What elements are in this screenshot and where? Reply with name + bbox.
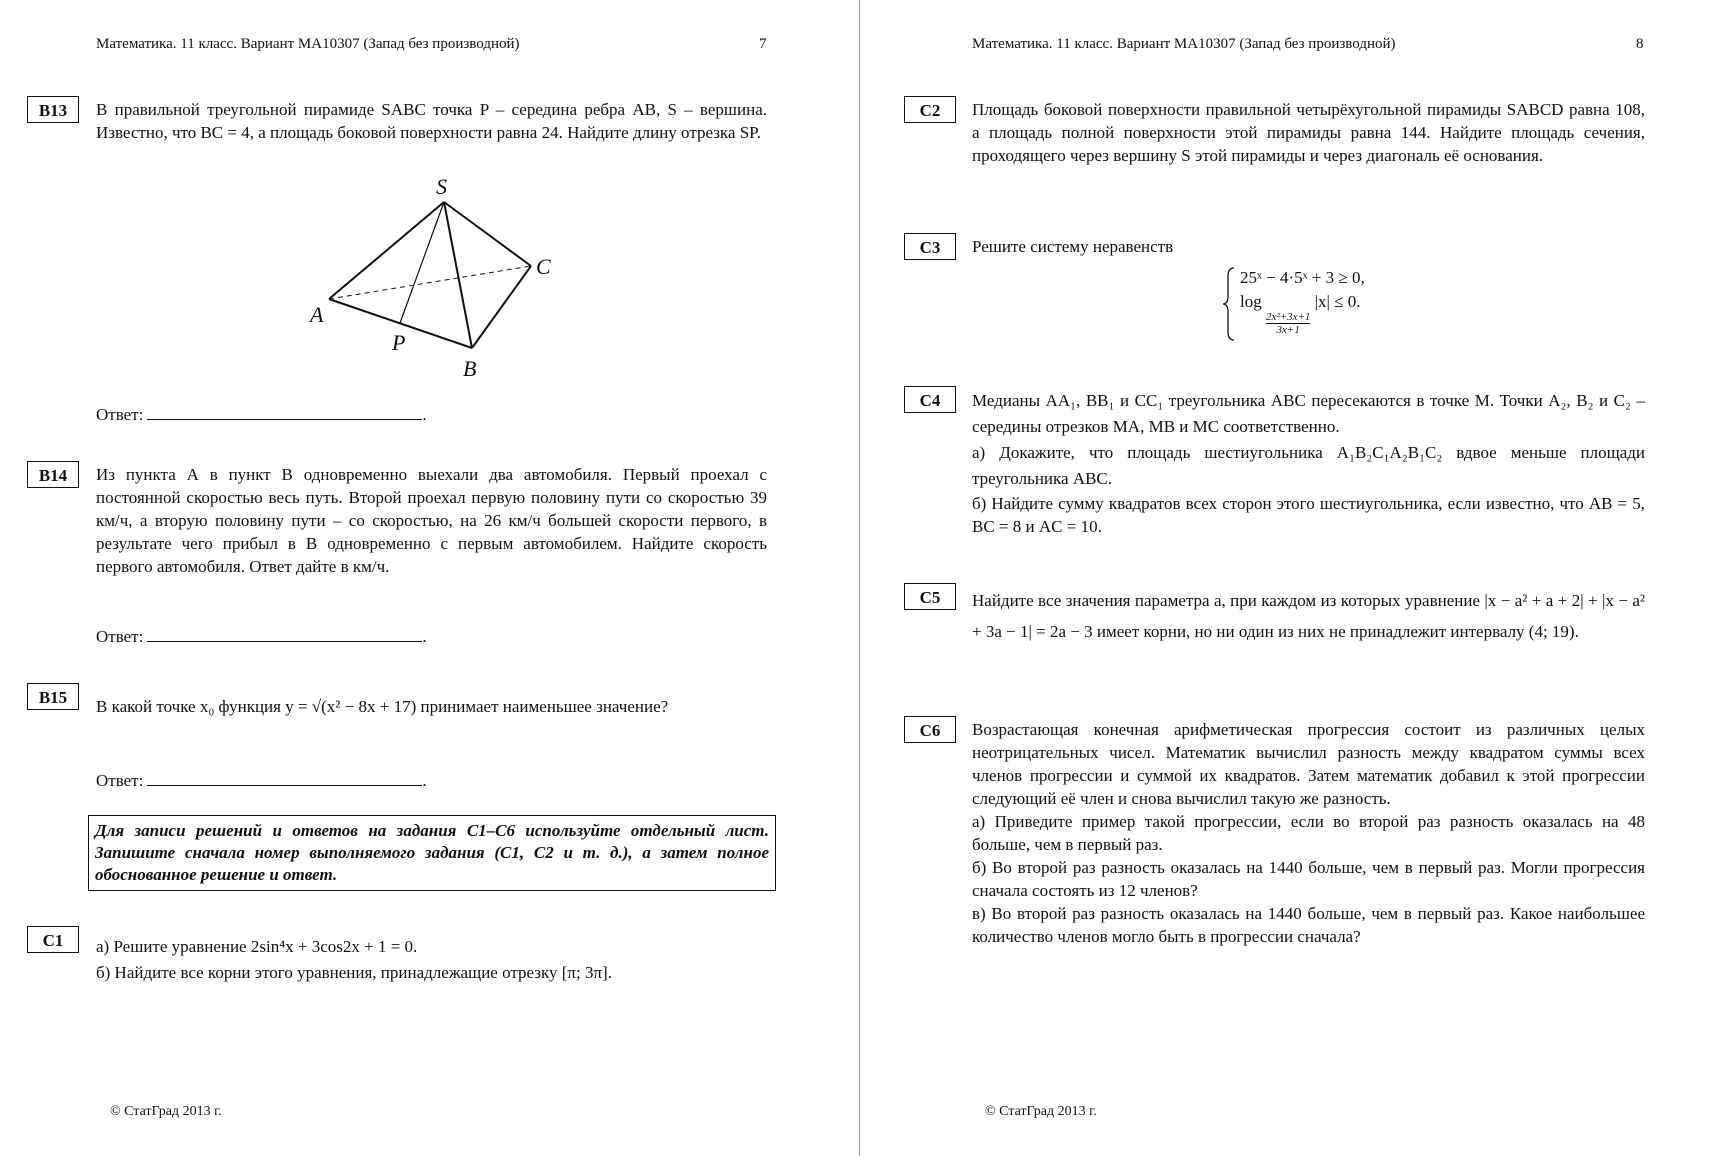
c6-statement: Возрастающая конечная арифметическая прогрессия состоит из различных целых неотрицательных чисел. Математик вычислил разность между квадратом суммы всех членов прогрессии и суммой их квадратов. Затем математик добавил к этой прогрессии следующий её член и снова вычислил такую же разность. xyxy=(972,720,1645,808)
task-text-c4 xyxy=(972,388,1645,538)
page-header-right: Математика. 11 класс. Вариант МА10307 (Запад без производной) xyxy=(972,36,1396,52)
answer-dot: . xyxy=(422,405,427,424)
answer-line[interactable] xyxy=(147,626,422,642)
c6-part-b: б) Во второй раз разность оказалась на 1440 больше, чем в первый раз. Могли прогрессия сначала состоять из 12 членов? xyxy=(972,858,1645,900)
task-text-b15: В какой точке x₀ функция y = √(x² − 8x + 17) принимает наименьшее значение? xyxy=(96,697,669,716)
answer-label: Ответ: xyxy=(96,405,144,424)
answer-dot: . xyxy=(422,771,427,790)
c6-part-c: в) Во второй раз разность оказалась на 1440 больше, чем в первый раз. Какое наибольшее количество членов могло быть в прогрессии сначала? xyxy=(972,904,1645,946)
c1-part-a: а) Решите уравнение 2sin⁴x + 3cos2x + 1 = 0. xyxy=(96,937,418,956)
edge-sb xyxy=(444,202,472,348)
footer-right: © СтатГрад 2013 г. xyxy=(985,1104,1097,1119)
edge-bc xyxy=(472,266,531,348)
c4-part-a: а) Докажите, что площадь шестиугольника A₁B₂C₁A₂B₁C₂ вдвое меньше площади треугольника ABC. xyxy=(972,443,1645,488)
edge-sc xyxy=(444,202,531,266)
system-brace xyxy=(1222,266,1236,342)
page-header-left: Математика. 11 класс. Вариант МА10307 (Запад без производной) xyxy=(96,36,520,52)
answer-field-b15[interactable] xyxy=(96,770,427,791)
task-label-c2: C2 xyxy=(904,96,956,123)
answer-dot: . xyxy=(422,627,427,646)
c3-inequality-2 xyxy=(1240,292,1361,336)
vertex-s-label: S xyxy=(436,174,447,199)
c4-part-b: б) Найдите сумму квадратов всех сторон этого шестиугольника, если известно, что AB = 5, BC = 8 и AC = 10. xyxy=(972,494,1645,536)
task-text-c1 xyxy=(96,934,767,986)
task-label-c3: C3 xyxy=(904,233,956,260)
vertex-c-label: C xyxy=(536,254,551,279)
log-base-fraction xyxy=(1266,311,1310,336)
point-p-label: P xyxy=(392,330,406,355)
edge-ac-hidden xyxy=(329,266,531,299)
task-text-b13: В правильной треугольной пирамиде SABC точка P – середина ребра AB, S – вершина. Известно, что BC = 4, а площадь боковой поверхности равна 24. Найдите длину отрезка SP. xyxy=(96,100,767,142)
page-number-left: 7 xyxy=(759,36,767,52)
page-divider xyxy=(859,0,860,1156)
answer-line[interactable] xyxy=(147,404,422,420)
c1-part-b: б) Найдите все корни этого уравнения, принадлежащие отрезку [π; 3π]. xyxy=(96,963,612,982)
footer-left: © СтатГрад 2013 г. xyxy=(110,1104,222,1119)
fraction-denominator: 3x+1 xyxy=(1276,324,1300,336)
task-label-b15: B15 xyxy=(27,683,79,710)
log-text: log xyxy=(1240,292,1262,311)
task-text-b14: Из пункта А в пункт В одновременно выехали два автомобиля. Первый проехал с постоянной скоростью весь путь. Второй проехал первую половину пути со скоростью 39 км/ч, а вторую половину пути – со скоростью, на 26 км/ч большей скорости первого, в результате чего прибыл в В одновременно с первым автомобилем. Найдите скорость первого автомобиля. Ответ дайте в км/ч. xyxy=(96,465,767,576)
page-number-right: 8 xyxy=(1636,36,1644,52)
answer-label: Ответ: xyxy=(96,771,144,790)
log-argument: |x| ≤ 0. xyxy=(1314,292,1361,311)
c4-statement: Медианы AA₁, BB₁ и CC₁ треугольника ABC пересекаются в точке M. Точки A₂, B₂ и C₂ – середины отрезков MA, MB и MC соответственно. xyxy=(972,391,1645,436)
c3-inequality-1: 25ˣ − 4·5ˣ + 3 ≥ 0, xyxy=(1240,268,1365,287)
task-label-c4: C4 xyxy=(904,386,956,413)
task-text-c6 xyxy=(972,718,1645,948)
task-text-c5: Найдите все значения параметра a, при каждом из которых уравнение |x − a² + a + 2| + |x − a² + 3a − 1| = 2a − 3 имеет корни, но ни один из них не принадлежит интервалу (4; 19). xyxy=(972,591,1645,641)
answer-line[interactable] xyxy=(147,770,422,786)
instruction-box: Для записи решений и ответов на задания С1–С6 используйте отдельный лист. Запишите сначала номер выполняемого задания (С1, С2 и т. д.), а затем полное обоснованное решение и ответ. xyxy=(88,815,776,891)
vertex-a-label: A xyxy=(310,302,324,327)
task-label-c1: C1 xyxy=(27,926,79,953)
task-label-b13: B13 xyxy=(27,96,79,123)
task-text-c2: Площадь боковой поверхности правильной четырёхугольной пирамиды SABCD равна 108, а площадь полной поверхности этой пирамиды равна 144. Найдите площадь сечения, проходящего через вершину S этой пирамиды и через диагональ её основания. xyxy=(972,100,1645,165)
task-label-b14: B14 xyxy=(27,461,79,488)
c6-part-a: а) Приведите пример такой прогрессии, если во второй раз разность оказалась на 48 больше, чем в первый раз. xyxy=(972,812,1645,854)
task-label-c5: C5 xyxy=(904,583,956,610)
fraction-numerator: 2x²+3x+1 xyxy=(1265,311,1311,323)
task-text-c3: Решите систему неравенств xyxy=(972,237,1174,256)
task-label-c6: C6 xyxy=(904,716,956,743)
pyramid-figure xyxy=(300,170,580,385)
vertex-b-label: B xyxy=(463,356,477,381)
answer-field-b13[interactable] xyxy=(96,404,427,425)
answer-field-b14[interactable] xyxy=(96,626,427,647)
answer-label: Ответ: xyxy=(96,627,144,646)
